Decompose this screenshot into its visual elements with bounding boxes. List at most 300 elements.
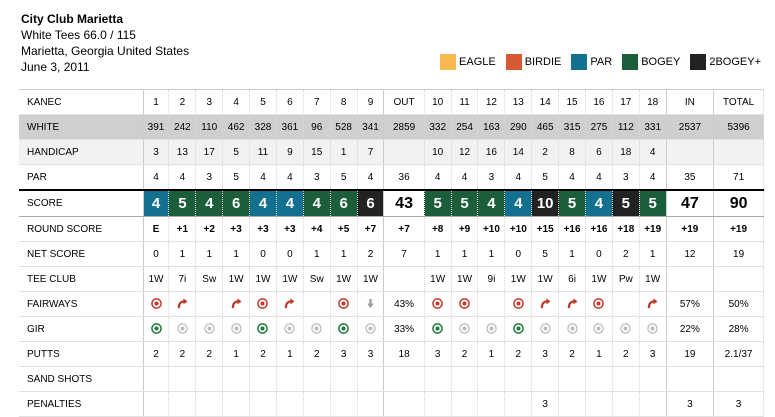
total-in: 2537: [666, 115, 714, 140]
hole-12-cell: 163: [478, 115, 505, 140]
hole-3-cell: 3: [196, 90, 223, 115]
hole-13-cell: [505, 292, 532, 317]
hole-7-cell: [303, 367, 330, 392]
hole-3-cell: 1: [196, 242, 223, 267]
fairway-hit-target-icon: [593, 298, 604, 309]
hole-3-cell: +2: [196, 217, 223, 242]
total-out: 2859: [384, 115, 424, 140]
hole-12-cell: [478, 367, 505, 392]
hole-14-cell: 14: [532, 90, 559, 115]
hole-10-cell: 10: [424, 140, 451, 165]
scorecard-table: [19, 89, 764, 417]
legend-swatch: [506, 54, 522, 70]
hole-16-cell: 4: [585, 190, 612, 217]
hole-5-cell: +3: [250, 217, 277, 242]
total-out: 33%: [384, 317, 424, 342]
hole-2-cell: +1: [169, 217, 196, 242]
hole-17-cell: +18: [612, 217, 639, 242]
legend-swatch: [571, 54, 587, 70]
legend-item-par: [571, 54, 612, 70]
hole-6-cell: 361: [276, 115, 303, 140]
gir-hit-target-icon: [338, 323, 349, 334]
hole-7-cell: 4: [303, 190, 330, 217]
hole-12-cell: 1: [478, 342, 505, 367]
gir-miss-target-icon: [567, 323, 578, 334]
fairway-hit-target-icon: [151, 298, 162, 309]
hole-8-cell: 8: [330, 90, 357, 115]
hole-18-cell: +19: [639, 217, 666, 242]
hole-9-cell: 3: [357, 342, 384, 367]
hole-15-cell: 5: [559, 190, 586, 217]
hole-1-cell: 2: [143, 342, 169, 367]
score-legend: [430, 54, 761, 70]
hole-2-cell: [169, 292, 196, 317]
hole-12-cell: 16: [478, 140, 505, 165]
hole-15-cell: 6i: [559, 267, 586, 292]
total-total: +19: [714, 217, 764, 242]
hole-8-cell: 1W: [330, 267, 357, 292]
hole-11-cell: [451, 317, 478, 342]
total-in: 19: [666, 342, 714, 367]
hole-14-cell: 5: [532, 242, 559, 267]
hole-6-cell: 1: [276, 342, 303, 367]
hole-9-cell: 4: [357, 165, 384, 191]
hole-8-cell: 1: [330, 242, 357, 267]
hole-11-cell: 2: [451, 342, 478, 367]
gir-hit-target-icon: [513, 323, 524, 334]
hole-9-cell: 2: [357, 242, 384, 267]
total-out: 43: [384, 190, 424, 217]
hole-5-cell: 11: [250, 140, 277, 165]
hole-2-cell: 13: [169, 140, 196, 165]
hole-2-cell: 242: [169, 115, 196, 140]
hole-14-cell: 1W: [532, 267, 559, 292]
gir-miss-target-icon: [459, 323, 470, 334]
hole-17-cell: 2: [612, 342, 639, 367]
hole-11-cell: 1: [451, 242, 478, 267]
hole-18-cell: 4: [639, 140, 666, 165]
gir-miss-target-icon: [540, 323, 551, 334]
hole-13-cell: 4: [505, 165, 532, 191]
hole-1-cell: 1: [143, 90, 169, 115]
hole-6-cell: 0: [276, 242, 303, 267]
hole-9-cell: 1W: [357, 267, 384, 292]
hole-8-cell: 6: [330, 190, 357, 217]
gir-hit-target-icon: [257, 323, 268, 334]
row-round-score: [19, 217, 764, 242]
hole-3-cell: 17: [196, 140, 223, 165]
hole-14-cell: 10: [532, 190, 559, 217]
total-in: [666, 140, 714, 165]
hole-17-cell: [612, 367, 639, 392]
legend-item-birdie: [506, 54, 562, 70]
hole-12-cell: 9i: [478, 267, 505, 292]
hole-7-cell: 3: [303, 165, 330, 191]
hole-8-cell: [330, 317, 357, 342]
hole-1-cell: 4: [143, 165, 169, 191]
hole-15-cell: [559, 292, 586, 317]
total-out: [384, 267, 424, 292]
hole-6-cell: [276, 292, 303, 317]
hole-12-cell: 4: [478, 190, 505, 217]
hole-5-cell: 0: [250, 242, 277, 267]
hole-4-cell: 5: [223, 165, 250, 191]
hole-8-cell: 5: [330, 165, 357, 191]
hole-7-cell: [303, 292, 330, 317]
hole-17-cell: [612, 317, 639, 342]
hole-15-cell: 2: [559, 342, 586, 367]
hole-14-cell: +15: [532, 217, 559, 242]
total-out: 36: [384, 165, 424, 191]
total-out: 43%: [384, 292, 424, 317]
hole-14-cell: 3: [532, 342, 559, 367]
legend-item-bogey: [622, 54, 680, 70]
hole-4-cell: 462: [223, 115, 250, 140]
legend-item-eagle: [440, 54, 496, 70]
hole-13-cell: 14: [505, 140, 532, 165]
hole-18-cell: 1W: [639, 267, 666, 292]
row-gir: [19, 317, 764, 342]
hole-5-cell: 4: [250, 190, 277, 217]
hole-16-cell: 4: [585, 165, 612, 191]
hole-12-cell: 3: [478, 165, 505, 191]
total-total: 3: [714, 392, 764, 417]
hole-6-cell: 1W: [276, 267, 303, 292]
total-out: OUT: [384, 90, 424, 115]
hole-14-cell: [532, 367, 559, 392]
row-score: [19, 190, 764, 217]
hole-5-cell: [250, 367, 277, 392]
hole-4-cell: [223, 292, 250, 317]
row-net-score: [19, 242, 764, 267]
hole-3-cell: 3: [196, 165, 223, 191]
hole-13-cell: 2: [505, 342, 532, 367]
hole-1-cell: [143, 317, 169, 342]
gir-miss-target-icon: [486, 323, 497, 334]
total-in: 35: [666, 165, 714, 191]
hole-7-cell: 1: [303, 242, 330, 267]
hole-10-cell: [424, 317, 451, 342]
hole-5-cell: 5: [250, 90, 277, 115]
hole-2-cell: 2: [169, 90, 196, 115]
gir-miss-target-icon: [231, 323, 242, 334]
total-total: [714, 267, 764, 292]
hole-10-cell: 1W: [424, 267, 451, 292]
hole-4-cell: 1: [223, 242, 250, 267]
hole-8-cell: [330, 292, 357, 317]
course-header: [21, 11, 189, 75]
hole-12-cell: [478, 292, 505, 317]
hole-8-cell: +5: [330, 217, 357, 242]
hole-8-cell: 3: [330, 342, 357, 367]
hole-9-cell: [357, 317, 384, 342]
hole-14-cell: 3: [532, 392, 559, 417]
hole-18-cell: 1: [639, 242, 666, 267]
hole-1-cell: 4: [143, 190, 169, 217]
hole-4-cell: +3: [223, 217, 250, 242]
miss-right-arrow-icon: [284, 298, 295, 309]
total-total: 5396: [714, 115, 764, 140]
total-total: 90: [714, 190, 764, 217]
hole-18-cell: 5: [639, 190, 666, 217]
hole-1-cell: 0: [143, 242, 169, 267]
total-total: 19: [714, 242, 764, 267]
hole-16-cell: 6: [585, 140, 612, 165]
hole-7-cell: +4: [303, 217, 330, 242]
gir-miss-target-icon: [204, 323, 215, 334]
gir-miss-target-icon: [365, 323, 376, 334]
hole-11-cell: +9: [451, 217, 478, 242]
legend-label: PAR: [590, 56, 613, 68]
total-in: 3: [666, 392, 714, 417]
miss-right-arrow-icon: [231, 298, 242, 309]
gir-miss-target-icon: [177, 323, 188, 334]
hole-1-cell: [143, 367, 169, 392]
hole-10-cell: +8: [424, 217, 451, 242]
row-label: NET SCORE: [19, 242, 143, 267]
hole-7-cell: 96: [303, 115, 330, 140]
hole-8-cell: 1: [330, 140, 357, 165]
fairway-hit-target-icon: [257, 298, 268, 309]
total-total: [714, 367, 764, 392]
hole-18-cell: 3: [639, 342, 666, 367]
round-date: June 3, 2011: [21, 60, 90, 74]
total-out: [384, 140, 424, 165]
hole-18-cell: [639, 292, 666, 317]
row-label: PENALTIES: [19, 392, 143, 417]
hole-14-cell: 5: [532, 165, 559, 191]
hole-11-cell: [451, 367, 478, 392]
hole-9-cell: [357, 367, 384, 392]
hole-4-cell: 5: [223, 140, 250, 165]
hole-10-cell: 5: [424, 190, 451, 217]
hole-18-cell: 18: [639, 90, 666, 115]
hole-17-cell: Pw: [612, 267, 639, 292]
total-in: 47: [666, 190, 714, 217]
hole-10-cell: 332: [424, 115, 451, 140]
hole-2-cell: 5: [169, 190, 196, 217]
hole-16-cell: 16: [585, 90, 612, 115]
total-out: 18: [384, 342, 424, 367]
hole-1-cell: 391: [143, 115, 169, 140]
gir-miss-target-icon: [311, 323, 322, 334]
row-label: PAR: [19, 165, 143, 191]
hole-13-cell: 4: [505, 190, 532, 217]
hole-18-cell: [639, 317, 666, 342]
hole-6-cell: +3: [276, 217, 303, 242]
gir-miss-target-icon: [284, 323, 295, 334]
total-in: +19: [666, 217, 714, 242]
hole-4-cell: 1: [223, 342, 250, 367]
fairway-hit-target-icon: [432, 298, 443, 309]
hole-17-cell: [612, 292, 639, 317]
row-label: FAIRWAYS: [19, 292, 143, 317]
hole-17-cell: 112: [612, 115, 639, 140]
hole-11-cell: 12: [451, 140, 478, 165]
hole-12-cell: 1: [478, 242, 505, 267]
hole-14-cell: [532, 317, 559, 342]
legend-swatch: [440, 54, 456, 70]
hole-16-cell: 275: [585, 115, 612, 140]
row-label: SCORE: [19, 190, 143, 217]
hole-2-cell: [169, 367, 196, 392]
legend-label: 2BOGEY+: [709, 56, 761, 68]
hole-2-cell: 2: [169, 342, 196, 367]
hole-11-cell: 11: [451, 90, 478, 115]
hole-8-cell: [330, 367, 357, 392]
miss-right-arrow-icon: [540, 298, 551, 309]
hole-5-cell: [250, 317, 277, 342]
hole-3-cell: [196, 317, 223, 342]
total-total: 71: [714, 165, 764, 191]
hole-6-cell: 6: [276, 90, 303, 115]
total-out: +7: [384, 217, 424, 242]
hole-14-cell: [532, 292, 559, 317]
hole-16-cell: 1W: [585, 267, 612, 292]
hole-2-cell: 4: [169, 165, 196, 191]
hole-10-cell: 1: [424, 242, 451, 267]
total-total: 50%: [714, 292, 764, 317]
fairway-hit-target-icon: [338, 298, 349, 309]
hole-10-cell: 4: [424, 165, 451, 191]
miss-short-arrow-icon: [365, 298, 376, 309]
row-label: GIR: [19, 317, 143, 342]
hole-11-cell: [451, 292, 478, 317]
hole-4-cell: 4: [223, 90, 250, 115]
legend-label: BIRDIE: [524, 56, 562, 68]
row-label: HANDICAP: [19, 140, 143, 165]
hole-6-cell: [276, 317, 303, 342]
hole-3-cell: [196, 292, 223, 317]
miss-right-arrow-icon: [177, 298, 188, 309]
hole-4-cell: 1W: [223, 267, 250, 292]
hole-18-cell: 4: [639, 165, 666, 191]
hole-4-cell: 6: [223, 190, 250, 217]
hole-15-cell: [559, 317, 586, 342]
hole-15-cell: 15: [559, 90, 586, 115]
hole-15-cell: 4: [559, 165, 586, 191]
hole-7-cell: 15: [303, 140, 330, 165]
hole-15-cell: 1: [559, 242, 586, 267]
row-putts: [19, 342, 764, 367]
hole-7-cell: [303, 317, 330, 342]
hole-3-cell: 2: [196, 342, 223, 367]
miss-right-arrow-icon: [647, 298, 658, 309]
hole-13-cell: 13: [505, 90, 532, 115]
row-sand-shots: [19, 367, 764, 392]
row-tee-club: [19, 267, 764, 292]
hole-9-cell: 6: [357, 190, 384, 217]
row-label: SAND SHOTS: [19, 367, 143, 392]
miss-right-arrow-icon: [567, 298, 578, 309]
hole-13-cell: 1W: [505, 267, 532, 292]
hole-15-cell: [559, 367, 586, 392]
hole-12-cell: +10: [478, 217, 505, 242]
legend-item-2bogey: [690, 54, 761, 70]
hole-16-cell: [585, 367, 612, 392]
course-location: Marietta, Georgia United States: [21, 44, 190, 58]
hole-3-cell: Sw: [196, 267, 223, 292]
hole-1-cell: [143, 292, 169, 317]
hole-10-cell: [424, 292, 451, 317]
hole-13-cell: [505, 367, 532, 392]
hole-13-cell: [505, 317, 532, 342]
total-in: IN: [666, 90, 714, 115]
hole-5-cell: 328: [250, 115, 277, 140]
total-out: [384, 367, 424, 392]
row-label: TEE CLUB: [19, 267, 143, 292]
gir-miss-target-icon: [647, 323, 658, 334]
hole-9-cell: +7: [357, 217, 384, 242]
hole-16-cell: [585, 292, 612, 317]
hole-1-cell: 3: [143, 140, 169, 165]
hole-2-cell: 7i: [169, 267, 196, 292]
legend-swatch: [622, 54, 638, 70]
hole-17-cell: 18: [612, 140, 639, 165]
total-in: 22%: [666, 317, 714, 342]
legend-swatch: [690, 54, 706, 70]
hole-3-cell: [196, 367, 223, 392]
legend-label: BOGEY: [641, 56, 681, 68]
fairway-hit-target-icon: [459, 298, 470, 309]
hole-13-cell: +10: [505, 217, 532, 242]
hole-6-cell: 4: [276, 165, 303, 191]
total-in: [666, 267, 714, 292]
row-label: WHITE: [19, 115, 143, 140]
hole-10-cell: [424, 367, 451, 392]
fairway-hit-target-icon: [513, 298, 524, 309]
hole-6-cell: 4: [276, 190, 303, 217]
tee-info: White Tees 66.0 / 115: [21, 28, 136, 42]
hole-9-cell: 9: [357, 90, 384, 115]
hole-17-cell: 5: [612, 190, 639, 217]
gir-hit-target-icon: [151, 323, 162, 334]
hole-11-cell: 5: [451, 190, 478, 217]
total-total: 2.1/37: [714, 342, 764, 367]
hole-5-cell: 2: [250, 342, 277, 367]
hole-18-cell: 331: [639, 115, 666, 140]
course-name: City Club Marietta: [21, 12, 124, 26]
total-total: 28%: [714, 317, 764, 342]
hole-18-cell: [639, 367, 666, 392]
gir-hit-target-icon: [432, 323, 443, 334]
hole-11-cell: 254: [451, 115, 478, 140]
gir-miss-target-icon: [593, 323, 604, 334]
row-label: KANEC: [19, 90, 143, 115]
hole-5-cell: [250, 292, 277, 317]
hole-4-cell: [223, 317, 250, 342]
hole-7-cell: 7: [303, 90, 330, 115]
total-in: 12: [666, 242, 714, 267]
legend-label: EAGLE: [459, 56, 496, 68]
hole-3-cell: 4: [196, 190, 223, 217]
total-total: [714, 140, 764, 165]
hole-17-cell: 3: [612, 165, 639, 191]
total-out: 7: [384, 242, 424, 267]
hole-11-cell: 1W: [451, 267, 478, 292]
hole-9-cell: 7: [357, 140, 384, 165]
row-player: [19, 90, 764, 115]
total-total: TOTAL: [714, 90, 764, 115]
row-fairways: [19, 292, 764, 317]
hole-9-cell: [357, 292, 384, 317]
hole-1-cell: 1W: [143, 267, 169, 292]
hole-14-cell: 465: [532, 115, 559, 140]
hole-11-cell: 4: [451, 165, 478, 191]
hole-5-cell: 4: [250, 165, 277, 191]
hole-5-cell: 1W: [250, 267, 277, 292]
hole-17-cell: 17: [612, 90, 639, 115]
